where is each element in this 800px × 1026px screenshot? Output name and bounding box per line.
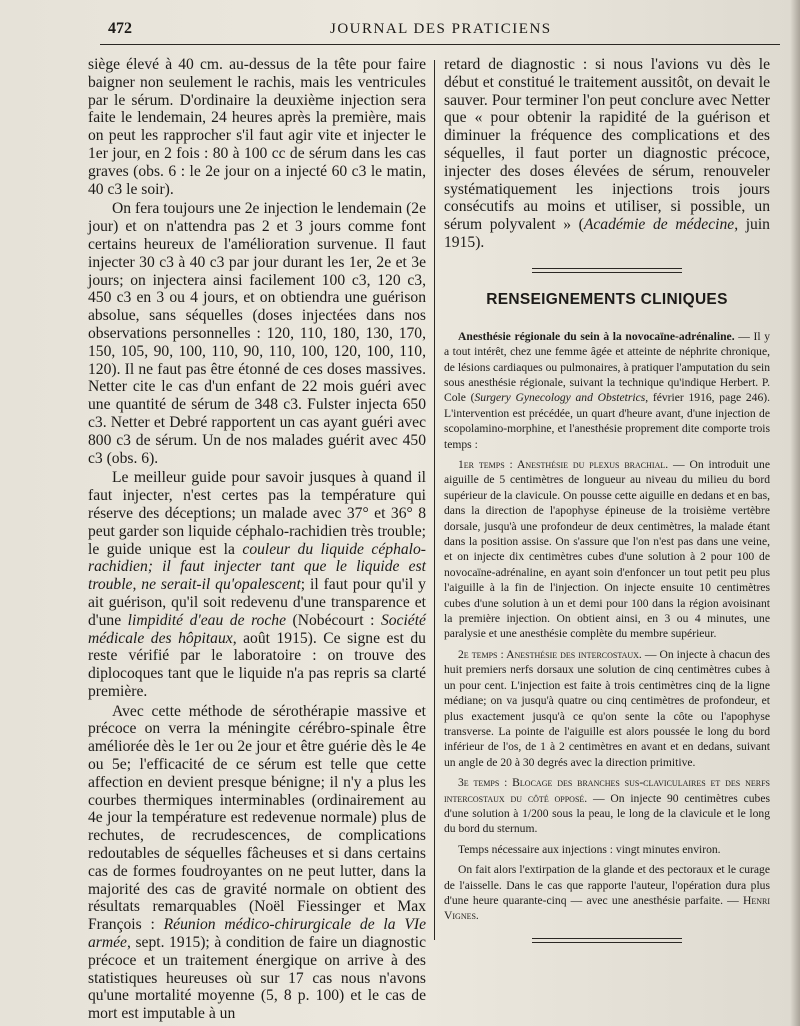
citation: Surgery Gynecology and Obstetrics xyxy=(474,391,646,405)
text-run: (Nobécourt : xyxy=(286,611,381,629)
paragraph xyxy=(88,469,426,700)
text-run: — On injecte 90 centimètres cubes d'une solution à 1/200 sous la peau, le long de la clavicule et le long du bord du sternum. xyxy=(444,791,770,836)
text-run: Le meilleur guide pour savoir jusques à quand il faut injecter, n'est certes pas la température qui réserve des déceptions; un malade avec 37° et 36° 8 peut garder son liquide céphalo-rachidien très trouble; le guide unique est la xyxy=(88,469,426,558)
step-paragraph xyxy=(444,457,770,642)
step-paragraph xyxy=(444,775,770,837)
article-intro xyxy=(444,329,770,452)
section-divider xyxy=(532,268,682,269)
time-note: Temps nécessaire aux injections : vingt minutes environ. xyxy=(458,842,721,856)
page-edge-shadow xyxy=(790,0,800,1026)
step-paragraph xyxy=(444,647,770,770)
text-run: , août 1915). Ce signe est du reste vérifié par le laboratoire : on trouve des diplocoques tant que le liquide n'a pas repris sa clarté première. xyxy=(88,629,426,700)
header-rule xyxy=(100,44,780,45)
right-column xyxy=(444,56,770,943)
text-run: Avec cette méthode de sérothérapie massive et précoce on verra la méningite cérébro-spinale être améliorée dès le 1er ou 2e jour et être guérie dès le 4e ou 5e; l'efficacité de ce sérum est telle que cette affection en devient presque bénigne; il n'y a plus les courbes thermiques interminables (ordinairement au 4e jour la température est redevenue normale) plus de rechutes, de recrudescences, de complications redoutables de séquelles fâcheuses et si dans certains cas de formes foudroyantes on ne peut lutter, dans la majorité des cas de gravité normale on obtient des résultats remarquables (Noël Fiessinger et Max François : xyxy=(88,702,426,934)
article-title: Anesthésie régionale du sein à la novocaïne-adrénaline. xyxy=(458,329,735,343)
closing-paragraph xyxy=(444,862,770,924)
closing-divider xyxy=(532,938,682,943)
paragraph: On fera toujours une 2e injection le lendemain (2e jour) et on n'attendra pas 2 et 3 jours comme font certains heureux de l'amélioration survenue. Il faut injecter 30 c3 à 40 c3 par jour durant les 1er, 2e et 3e jours; on injectera ainsi facilement 100 c3, 120 c3, 450 c3 en 3 ou 4 jours, et on obtiendra une guérison absolue, sans séquelles (doses injectées dans nos observations personnelles : 120, 110, 180, 130, 170, 150, 105, 90, 100, 110, 90, 110, 100, 120, 100, 110, 120). Il ne faut pas être étonné de ces doses massives. Netter cite le cas d'un enfant de 22 mois guéri avec une quantité de sérum de 348 c3. Fulster injecta 650 c3. Netter et Debré rapportent un cas ayant guéri avec 800 c3 de sérum. Un de nos malades guérit avec 450 c3 (obs. 6). xyxy=(88,200,426,467)
text-run: , juin 1915). xyxy=(444,216,770,251)
section-title: RENSEIGNEMENTS CLINIQUES xyxy=(486,290,728,308)
author-signature: Henri Vignes. xyxy=(444,893,770,923)
text-run: — On injecte à chacun des huit premiers nerfs dorsaux une solution de cinq centimètres cubes à un pour cent. L'injection est faite à trois centimètres cinq de la ligne médiane; on va jusqu'à quatre ou cinq centimètres de profondeur, et plus exactement jusqu'à ce qu'on sente la côte ou l'apophyse transverse. La pointe de l'aiguille est alors poussée le long du bord inférieur de l'os, de 1 à 2 centimètres en avant et en dedans, suivant un angle de 20 à 30 degrés avec la direction primitive. xyxy=(444,647,770,769)
text-run: On fait alors l'extirpation de la glande et des pectoraux et le curage de l'aisselle. Dans le cas que rapporte l'auteur, l'opération dura plus d'une heure quarante-cinq — avec une anesthésie parfaite. — xyxy=(444,863,770,907)
continued-paragraph xyxy=(444,56,770,252)
step-label: 2e temps : Anesthésie des intercostaux. xyxy=(458,647,642,661)
page-header xyxy=(100,14,780,48)
closing-rule xyxy=(532,938,682,939)
step-label: 1er temps : Anesthésie du plexus brachial. xyxy=(458,458,669,472)
emphasis: couleur du liquide céphalo-rachidien; il faut injecter tant que le liquide est trouble, ne serait-il qu'opalescent xyxy=(88,540,426,594)
left-column xyxy=(88,56,426,1023)
step-label: 3e temps : Blocage des branches sus-claviculaires et des nerfs intercostaux du côté opposé. xyxy=(444,776,770,805)
text-run: , février 1916, page 246). L'intervention est précédée, un quart d'heure avant, d'une injection de scopolamino-morphine, et l'anesthésie proprement dite comporte trois temps : xyxy=(444,391,771,451)
column-rule xyxy=(434,60,435,940)
page-number: 472 xyxy=(108,20,132,37)
text-run: , sept. 1915); à condition de faire un diagnostic précoce et un traitement énergique on arrive à des statistiques heureuses où sur 17 cas nous n'avons qu'une mortalité moyenne (5, 8 p. 100) et le cas de mort est imputable à un xyxy=(88,934,426,1023)
text-run: ; il faut pour qu'il y ait guérison, qu'il soit redevenu d'une transparence et d'une xyxy=(88,576,426,629)
text-run: — Il y a tout intérêt, chez une femme âgée et atteinte de néphrite chronique, de lésions cardiaques ou pulmonaires, à pratiquer l'amputation du sein sous anesthésie régionale, suivant la technique qu'indique Herbert. P. Cole ( xyxy=(444,329,770,405)
section-divider xyxy=(532,272,682,273)
running-title: JOURNAL DES PRATICIENS xyxy=(330,21,552,37)
text-run: retard de diagnostic : si nous l'avions vu dès le début et constitué le traitement aussitôt, on devait le sauver. Pour terminer l'on peut conclure avec Netter que « pour obtenir la rapidité de la guérison et diminuer la fréquence des complications et des séquelles, il faut porter un diagnostic précoce, injecter des doses élevées de sérum, renouveler systématiquement les injections trois jours consécutifs au moins et utiliser, si possible, un sérum polyvalent » ( xyxy=(444,56,770,234)
emphasis: limpidité d'eau de roche xyxy=(127,611,286,629)
text-run: — On introduit une aiguille de 5 centimètres de longueur au niveau du milieu du bord supérieur de la clavicule. On pousse cette aiguille en dedans et en bas, dans la direction de l'apophyse épineuse de la troisième vertèbre dorsale, jusqu'à une profondeur de deux centimètres, la malade étant dans la position assise. On s'assure que l'on n'est pas dans une veine, et on injecte dix centimètres cubes d'une solution à 2 pour 100 de novocaïne-adrénaline, en ayant soin d'enfoncer un tout petit peu plus l'aiguille à la fin de l'injection. On injecte ensuite 10 centimètres cubes d'une solution à un et demi pour 100 dans la région avoisinant la première injection. On obtient ainsi, en 3 ou 4 minutes, une paralysie et une anesthésie complète du membre supérieur. xyxy=(444,458,771,641)
citation: Société médicale des hôpitaux xyxy=(88,611,426,647)
closing-rule xyxy=(532,942,682,943)
paragraph: siège élevé à 40 cm. au-dessus de la tête pour faire baigner non seulement le rachis, mais les ventricules par le sérum. D'ordinaire la deuxième injection sera faite le lendemain, 24 heures après la première, mais on peut les rapprocher s'il faut agir vite et injecter le 1er jour, en 2 fois : 80 à 100 cc de sérum dans les cas graves (obs. 6 : le 2e jour on a injecté 60 c3 le matin, 40 c3 le soir). xyxy=(88,56,426,198)
citation: Réunion médico-chirurgicale de la VIe armée xyxy=(88,916,426,952)
citation: Académie de médecine xyxy=(583,216,735,234)
paragraph xyxy=(88,703,426,1023)
